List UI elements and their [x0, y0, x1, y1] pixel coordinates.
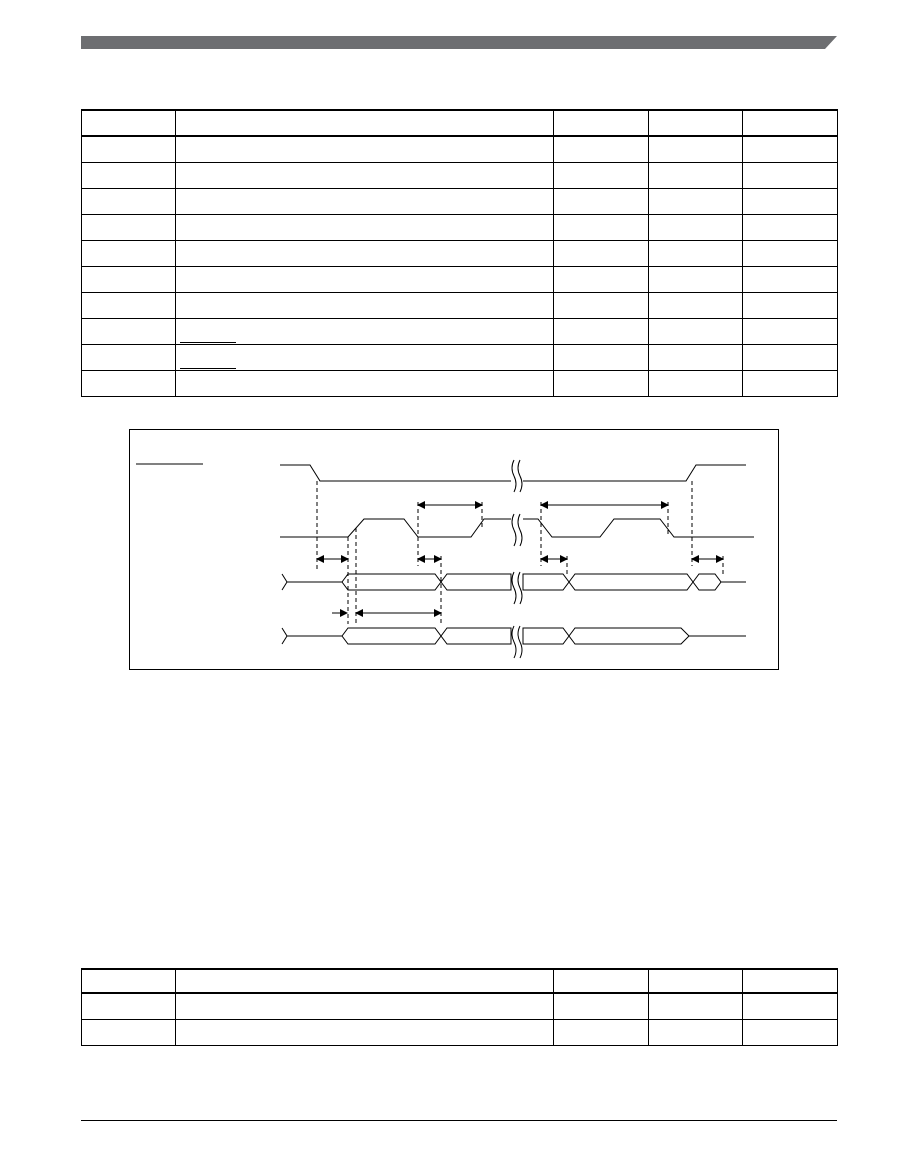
table-row: [82, 292, 838, 318]
table-cell: [649, 292, 743, 318]
table-cell: [176, 240, 554, 266]
table-cell: [743, 162, 838, 188]
table-row: [82, 240, 838, 266]
table-cell: [554, 318, 649, 344]
column-header: [554, 969, 649, 993]
table-cell: [176, 214, 554, 240]
table-cell: [554, 266, 649, 292]
table-cell: [743, 136, 838, 162]
table-cell: [743, 1019, 838, 1045]
table-row: [82, 162, 838, 188]
column-header: [649, 110, 743, 136]
table-cell: [82, 344, 176, 370]
table-cell: [554, 162, 649, 188]
table-row: [82, 993, 838, 1019]
table-cell: [82, 240, 176, 266]
break-marks: [512, 460, 522, 658]
table-cell: [743, 214, 838, 240]
table-row: [82, 136, 838, 162]
table-cell: [554, 370, 649, 396]
table-cell: [743, 292, 838, 318]
table-header-row: [82, 110, 838, 136]
table-cell: [82, 136, 176, 162]
column-header: [82, 110, 176, 136]
column-header: [743, 110, 838, 136]
column-header: [743, 969, 838, 993]
header-bar: [81, 36, 837, 49]
table-cell: [554, 1019, 649, 1045]
timing-reference-lines: [317, 481, 723, 624]
overbar-mark: [180, 368, 236, 369]
column-header: [176, 110, 554, 136]
table-cell: [743, 240, 838, 266]
table-row: [82, 318, 838, 344]
table-cell: [176, 344, 554, 370]
table-row: [82, 344, 838, 370]
table-cell: [649, 240, 743, 266]
table-cell: [82, 318, 176, 344]
footer-rule: [81, 1120, 837, 1121]
table-cell: [649, 162, 743, 188]
table-cell: [649, 318, 743, 344]
table-cell: [649, 214, 743, 240]
table-cell: [176, 370, 554, 396]
table-cell: [554, 136, 649, 162]
table-cell: [743, 266, 838, 292]
table-cell: [176, 318, 554, 344]
table-cell: [82, 370, 176, 396]
timing-diagram: [129, 429, 779, 670]
table-row: [82, 214, 838, 240]
table-cell: [649, 1019, 743, 1045]
table-cell: [743, 993, 838, 1019]
table-cell: [82, 162, 176, 188]
spec-table-2: [81, 968, 838, 1046]
table-cell: [82, 292, 176, 318]
table-cell: [554, 188, 649, 214]
table-cell: [554, 214, 649, 240]
table-row: [82, 370, 838, 396]
overbar-mark: [180, 342, 236, 343]
table-cell: [743, 318, 838, 344]
table-header-row: [82, 969, 838, 993]
table-cell: [176, 266, 554, 292]
table-cell: [82, 214, 176, 240]
table-cell: [743, 344, 838, 370]
table-cell: [82, 266, 176, 292]
table-cell: [82, 188, 176, 214]
table-cell: [176, 162, 554, 188]
table-cell: [554, 292, 649, 318]
table-cell: [554, 344, 649, 370]
table-cell: [649, 136, 743, 162]
table-cell: [649, 188, 743, 214]
table-cell: [554, 240, 649, 266]
table-row: [82, 266, 838, 292]
column-header: [554, 110, 649, 136]
spec-table-1: [81, 109, 838, 397]
column-header: [176, 969, 554, 993]
table-cell: [743, 188, 838, 214]
table-cell: [176, 1019, 554, 1045]
table-cell: [649, 266, 743, 292]
column-header: [649, 969, 743, 993]
table-cell: [82, 993, 176, 1019]
table-cell: [176, 292, 554, 318]
column-header: [82, 969, 176, 993]
clock-waveform: [280, 519, 754, 537]
table-row: [82, 188, 838, 214]
table-cell: [649, 370, 743, 396]
table-cell: [176, 136, 554, 162]
table-cell: [554, 993, 649, 1019]
table-cell: [176, 188, 554, 214]
table-cell: [649, 993, 743, 1019]
table-cell: [649, 344, 743, 370]
table-cell: [82, 1019, 176, 1045]
table-row: [82, 1019, 838, 1045]
table-cell: [176, 993, 554, 1019]
table-cell: [743, 370, 838, 396]
